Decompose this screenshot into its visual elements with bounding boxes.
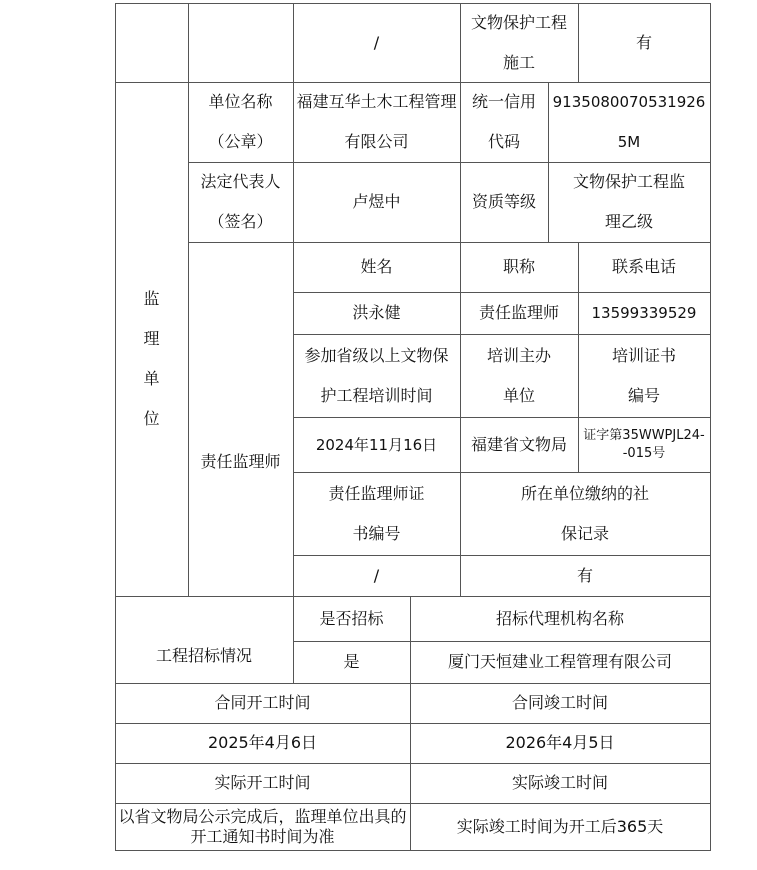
person-phone: 13599339529	[591, 304, 697, 322]
social-security-value: 有	[576, 565, 593, 585]
training-cert-header: 培训证书编号	[611, 345, 676, 405]
cert-no-header: 责任监理师证书编号	[328, 483, 425, 543]
training-organizer: 福建省文物局	[470, 434, 567, 454]
actual-end-label: 实际竣工时间	[511, 773, 608, 792]
section-char-1: 监	[143, 289, 160, 308]
unit-name: 福建互华土木工程管理有限公司	[296, 92, 457, 151]
actual-start-label: 实际开工时间	[214, 773, 311, 792]
actual-end: 实际竣工时间为开工后365天	[456, 816, 664, 836]
header-phone: 联系电话	[611, 257, 676, 276]
training-time-header: 参加省级以上文物保护工程培训时间	[304, 345, 449, 405]
contract-end-label: 合同竣工时间	[511, 693, 608, 712]
section-char-3: 单	[143, 369, 160, 388]
top-label: 文物保护工程施工	[470, 12, 567, 72]
qualification: 文物保护工程监理乙级	[572, 172, 685, 231]
legal-rep: 卢煜中	[352, 192, 401, 211]
header-name: 姓名	[360, 257, 393, 276]
contract-start-label: 合同开工时间	[214, 693, 311, 712]
top-cert-no: /	[373, 32, 380, 52]
section-char-4: 位	[143, 409, 160, 428]
contract-start: 2025年4月6日	[207, 733, 318, 752]
agency-label: 招标代理机构名称	[495, 608, 624, 628]
bidding-label: 工程招标情况	[155, 645, 252, 665]
responsible-supervisor-label: 责任监理师	[200, 452, 281, 471]
training-cert: 证字第35WWPJL24--015号	[583, 427, 705, 461]
supervisor-section-label	[115, 82, 188, 596]
unit-name-label: 单位名称（公章）	[208, 92, 273, 151]
qualification-label: 资质等级	[471, 192, 536, 211]
training-time: 2024年11月16日	[315, 435, 438, 454]
training-organizer-header: 培训主办单位	[486, 345, 551, 405]
legal-rep-label: 法定代表人（签名）	[200, 172, 281, 231]
cert-no-value: /	[373, 565, 380, 585]
credit-code: 91350800705319265M	[552, 93, 706, 151]
is-bid-value: 是	[343, 652, 360, 671]
credit-code-label: 统一信用代码	[471, 92, 536, 151]
is-bid-label: 是否招标	[319, 608, 384, 628]
top-value: 有	[635, 32, 652, 52]
person-title: 责任监理师	[478, 303, 559, 322]
contract-end: 2026年4月5日	[505, 733, 615, 752]
header-title: 职称	[502, 257, 535, 276]
social-security-header: 所在单位缴纳的社保记录	[520, 483, 649, 543]
actual-start: 以省文物局公示完成后，监理单位出具的开工通知书时间为准	[118, 806, 407, 846]
person-name: 洪永健	[352, 303, 401, 322]
section-char-2: 理	[143, 329, 160, 348]
agency-value: 厦门天恒建业工程管理有限公司	[447, 652, 672, 671]
